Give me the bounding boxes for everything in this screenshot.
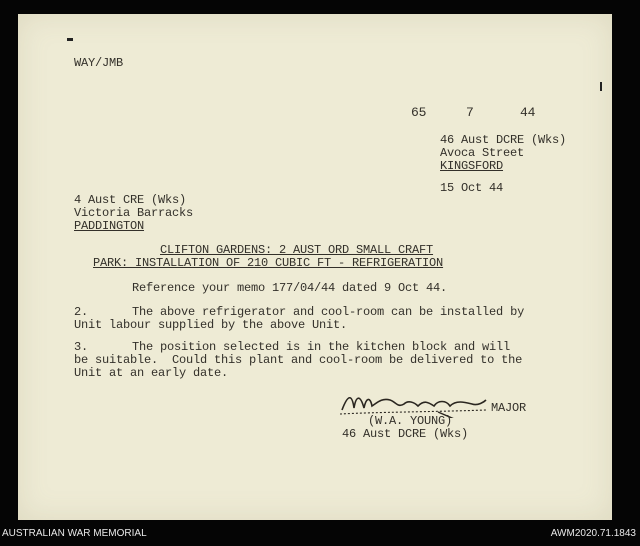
sender-street: Avoca Street — [440, 146, 525, 160]
signatory-rank: MAJOR — [491, 401, 527, 415]
subject-line-1: CLIFTON GARDENS: 2 AUST ORD SMALL CRAFT — [160, 243, 434, 257]
signatory-unit: 46 Aust DCRE (Wks) — [342, 427, 469, 441]
paragraph-3-number: 3. — [74, 340, 89, 354]
reference-number-a: 65 — [411, 105, 427, 120]
paragraph-3-line-1: The position selected is in the kitchen block and will — [132, 340, 511, 354]
paragraph-2-number: 2. — [74, 305, 89, 319]
paragraph-2-line-2: Unit labour supplied by the above Unit. — [74, 318, 348, 332]
recipient-suburb: PADDINGTON — [74, 219, 145, 233]
sender-unit: 46 Aust DCRE (Wks) — [440, 133, 567, 147]
punch-mark — [67, 38, 73, 41]
reference-line: Reference your memo 177/04/44 dated 9 Oct 44. — [132, 281, 448, 295]
reference-number-b: 7 — [466, 105, 474, 120]
letter-date: 15 Oct 44 — [440, 181, 504, 195]
signatory-name: (W.A. YOUNG) — [368, 414, 453, 428]
footer-accession-number: AWM2020.71.1843 — [550, 528, 636, 539]
footer-source: AUSTRALIAN WAR MEMORIAL — [2, 528, 147, 539]
paragraph-3-line-2: be suitable. Could this plant and cool-room be delivered to the — [74, 353, 523, 367]
recipient-unit: 4 Aust CRE (Wks) — [74, 193, 187, 207]
edge-mark — [600, 82, 602, 91]
paragraph-3-line-3: Unit at an early date. — [74, 366, 229, 380]
file-reference: WAY/JMB — [74, 56, 124, 70]
paragraph-2-line-1: The above refrigerator and cool-room can be installed by — [132, 305, 525, 319]
subject-line-2: PARK: INSTALLATION OF 210 CUBIC FT - REFRIGERATION — [93, 256, 444, 270]
reference-number-c: 44 — [520, 105, 536, 120]
sender-suburb: KINGSFORD — [440, 159, 504, 173]
recipient-building: Victoria Barracks — [74, 206, 194, 220]
